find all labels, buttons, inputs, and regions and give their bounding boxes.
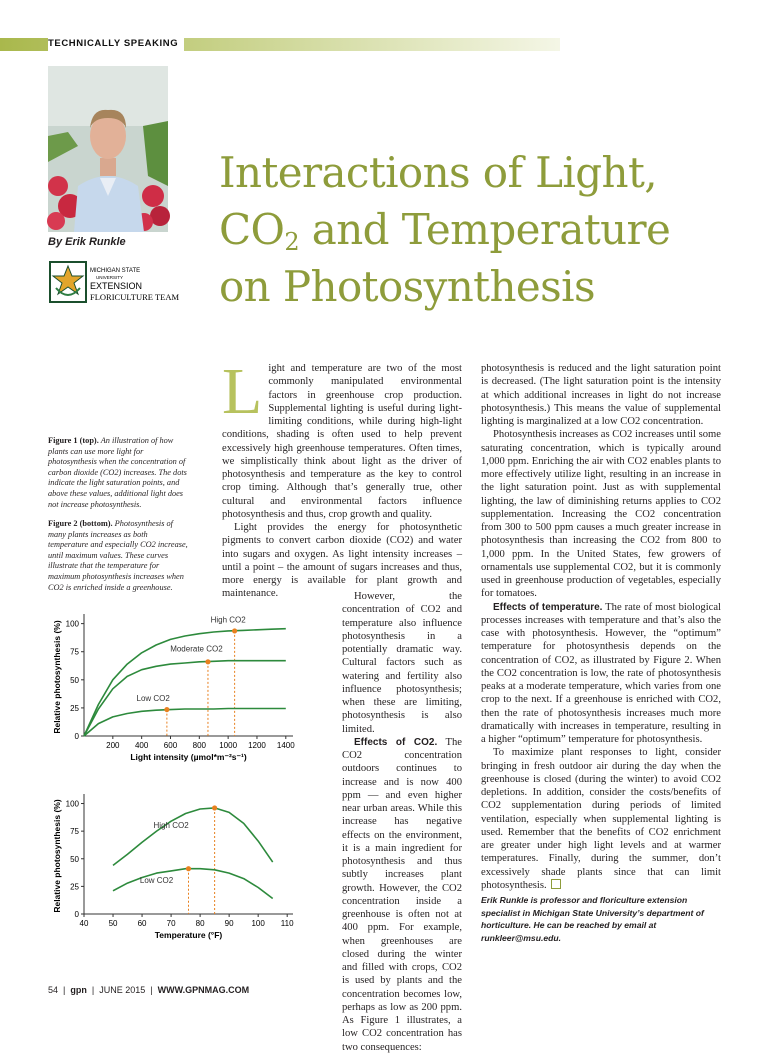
x-tick-label: 600: [163, 741, 178, 750]
series-line: [113, 808, 273, 866]
figure-1-caption: Figure 1 (top). An illustration of how plants can use more light for photosynthesis when the concentration of carbon dioxide (CO2) increases. The dots indicate the light saturation points, and above these values, additional light does not increase photosynthesis.: [48, 436, 187, 509]
page-footer: 54 | gpn | JUNE 2015 | WWW.GPNMAG.COM: [48, 985, 250, 995]
logo-line-1: MICHIGAN STATE: [90, 268, 141, 274]
x-tick-label: 100: [251, 919, 265, 928]
x-tick-label: 60: [137, 919, 147, 928]
author-portrait-image: [48, 66, 168, 232]
x-tick-label: 1200: [248, 741, 266, 750]
x-tick-label: 90: [224, 919, 234, 928]
footer-url: WWW.GPNMAG.COM: [157, 985, 250, 995]
x-tick-label: 80: [195, 919, 205, 928]
saturation-dot: [212, 805, 217, 810]
series-label: High CO2: [210, 615, 246, 625]
y-axis-label: Relative photosynthesis (%): [52, 799, 62, 913]
footer-brand: gpn: [70, 985, 87, 995]
series-line: [84, 709, 286, 737]
logo-line-4: FLORICULTURE TEAM: [90, 292, 180, 302]
x-tick-label: 70: [166, 919, 176, 928]
series-label: Low CO2: [136, 694, 170, 704]
x-tick-label: 40: [79, 919, 89, 928]
y-tick-label: 25: [70, 882, 79, 892]
series-line: [113, 869, 273, 899]
x-tick-label: 200: [106, 741, 120, 750]
end-mark-icon: [551, 879, 561, 889]
series-label: Low CO2: [139, 876, 174, 886]
y-tick-label: 0: [74, 732, 79, 741]
page-number: 54: [48, 985, 59, 995]
title-line-1: Interactions of Light,: [219, 148, 658, 197]
y-axis-label: Relative photosynthesis (%): [52, 620, 62, 734]
article-column-1: Light and temperature are two of the most commonly manipulated environmental factors in greenhouse crop production. Supplemental lighting is useful during light-limiting conditions, while during high-light conditions, shading is often used to help prevent excessively high greenhouse temperatures. Often times, we simplistically think about light as the driver of photosynthesis and temperature as the key to control crop timing. Although that’s generally true, other cultural and environmental factors influence photosynthesis and thus, crop growth and quality. Light provides the energy for photosynthetic pigments to convert carbon dioxide (CO2) and water into sugars and oxygen. As light intensity increases – until a point – the amount of sugars increases and thus, more energy is available for plant growth and maintenance.: [222, 355, 462, 600]
x-tick-label: 400: [134, 741, 149, 750]
title-line-3: on Photosynthesis: [219, 262, 595, 311]
y-tick-label: 0: [74, 910, 79, 919]
y-tick-label: 100: [65, 619, 79, 629]
y-tick-label: 50: [70, 675, 79, 685]
saturation-dot: [205, 659, 210, 664]
article-column-3: photosynthesis is reduced and the light saturation point is decreased. (The light saturation point is the intensity at which additional increases in light do not increase photosynthesis.) This means the value of supplemental lighting is marginalized at a low CO2 concentration. Photosynthesis increases as CO2 increases until some saturating concentration, which is typically around 1,000 ppm. Enriching the air with CO2 enables plants to more effectively utilize light, resulting in an increase in the light saturation point. Just as with supplemental lighting, the law of diminishing returns applies to CO2 supplementation. Increasing the CO2 concentration from 300 to 500 ppm causes a much greater increase in photosynthesis than increasing the CO2 from 800 to 1,000 ppm. In the United States, few growers of ornamentals use supplemental CO2, but it is commonly used in greenhouse production of vegetables, especially for tomatoes. Effects of temperature. The rate of most biological processes increases with temperature and that’s also the case with photosynthesis. However, the “optimum” temperature for photosynthesis depends on the concentration of CO2, as illustrated by Figure 2. When the CO2 concentration is low, the rate of photosynthesis peaks at a moderate temperature, which varies from one crop to the next. If a greenhouse is enriched with CO2, then the rate of photosynthesis increases much more dramatically with increases in temperature, resulting in a higher “optimum” temperature for photosynthesis. To maximize plant responses to light, consider bringing in fresh outdoor air during the day when the greenhouse is closed (during the winter) to avoid CO2 depletions. In addition, consider the costs/benefits of CO2 supplementation during periods of limited ventilation, especially when supplemental lighting is used. Remember that the benefits of CO2 enrichment are greater under high light levels and at warmer temperatures. Finally, during the summer, don’t excessively shade plants since that can limit photosynthesis.: [481, 363, 721, 891]
author-bio: Erik Runkle is professor and floriculture extension specialist in Michigan State University’s department of horticulture. He can be reached by email at runkleer@msu.edu.: [481, 895, 704, 943]
y-tick-label: 75: [70, 647, 79, 657]
logo-graphic: [48, 258, 180, 306]
y-tick-label: 75: [70, 827, 79, 837]
series-line: [84, 661, 286, 736]
x-tick-label: 110: [280, 919, 294, 928]
series-label: High CO2: [153, 820, 189, 830]
section-label: TECHNICALLY SPEAKING: [48, 38, 184, 51]
x-tick-label: 50: [108, 919, 118, 928]
author-photo: [48, 66, 168, 232]
y-tick-label: 100: [65, 799, 79, 809]
section-header-bar: [0, 38, 560, 51]
series-label: Moderate CO2: [170, 644, 223, 654]
figure-2-caption: Figure 2 (bottom). Photosynthesis of many plants increases as both temperature and especially CO2 increase, until maximum values. These curves illustrate that the temperature for maximum photosynthesis increases when CO2 is enriched inside a greenhouse.: [48, 519, 188, 592]
logo-line-2: UNIVERSITY: [96, 275, 124, 280]
y-tick-label: 25: [70, 703, 79, 713]
msu-extension-logo: [48, 258, 180, 306]
footer-date: JUNE 2015: [99, 985, 146, 995]
logo-line-3: EXTENSION: [90, 281, 143, 291]
y-tick-label: 50: [70, 854, 79, 864]
article-column-2: However, the concentration of CO2 and temperature also influence photosynthesis in a potentially dramatic way. Cultural factors such as watering and fertility also influence photosynthesis; when these are limiting, photosynthesis is also limited. Effects of CO2. The CO2 concentration outdoors continues to increase and is now 400 ppm — and even higher near urban areas. While this increase has negative effects on the environment, it is a main ingredient for photosynthesis and thus subtly increases plant growth. However, the CO2 concentration inside a greenhouse is often not at 400 ppm. For example, when greenhouses are closed during the winter and filled with crops, CO2 is used by plants and the concentration becomes low, perhaps as low as 200 ppm. As Figure 1 illustrates, a low CO2 concentration has two consequences:: [342, 591, 462, 1053]
x-axis-label: Light intensity (µmol*m⁻²s⁻¹): [130, 752, 247, 762]
x-tick-label: 1400: [276, 741, 295, 750]
saturation-dot: [186, 866, 191, 871]
x-axis-label: Temperature (°F): [154, 930, 223, 940]
x-tick-label: 800: [192, 741, 206, 750]
x-tick-label: 1000: [219, 741, 238, 750]
article-title: [219, 144, 759, 315]
saturation-dot: [164, 707, 169, 712]
figure-1-chart: [48, 604, 300, 772]
title-line-2: $CO_2$ and Temperature: [219, 205, 671, 256]
figure-2-chart: [48, 786, 300, 946]
saturation-dot: [232, 628, 237, 633]
drop-cap: L: [222, 355, 263, 428]
byline: By Erik Runkle: [48, 236, 126, 248]
